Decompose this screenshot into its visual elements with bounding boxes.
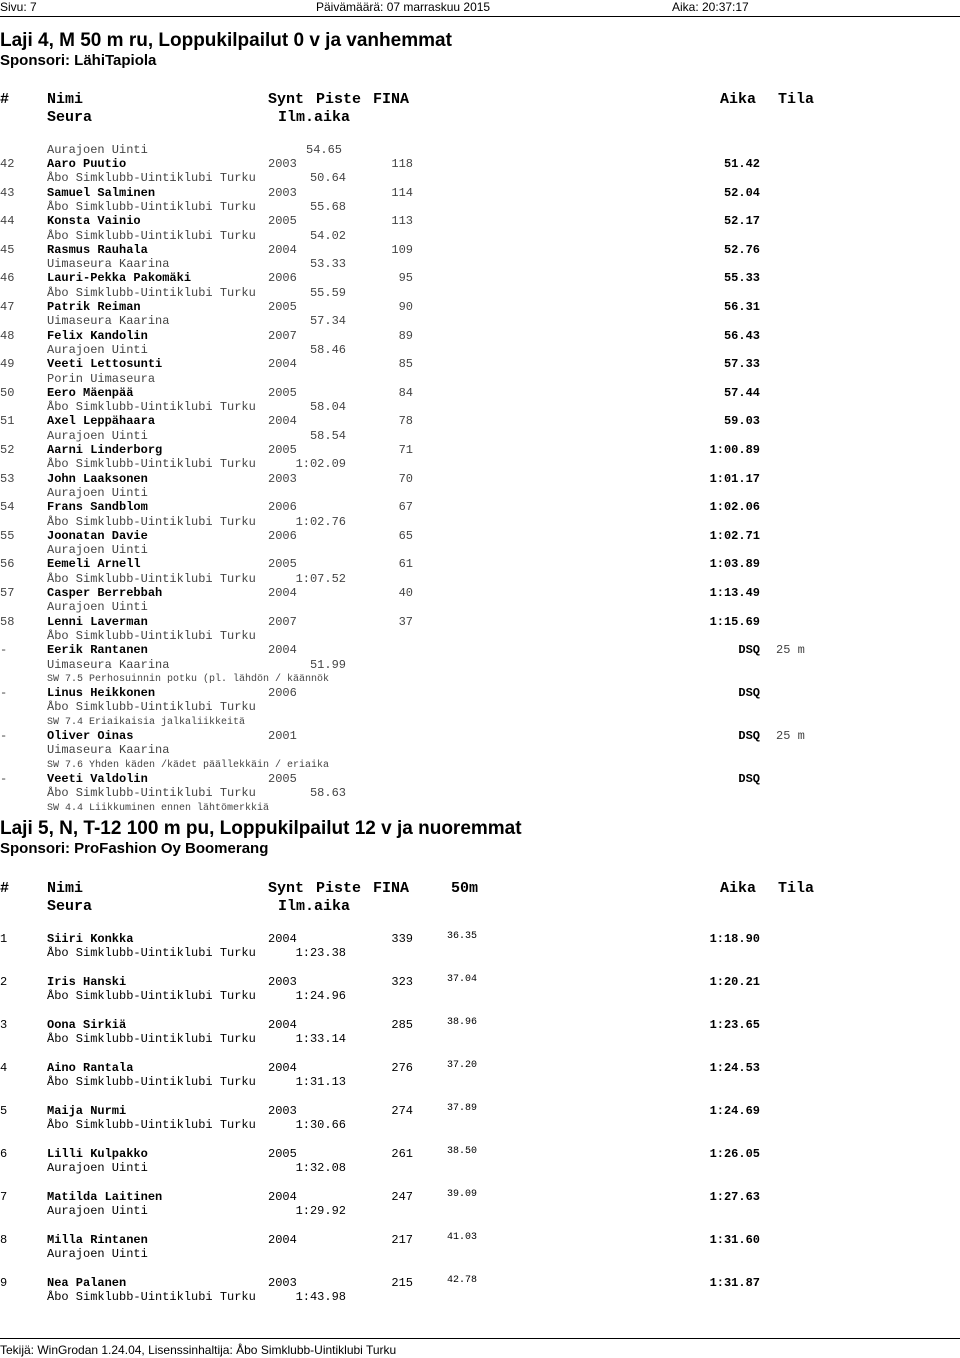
swimmer-name: Lilli Kulpakko — [47, 1147, 148, 1161]
split-50m: 36.35 — [447, 931, 478, 942]
col-piste: Piste — [316, 880, 362, 897]
result-pos: 9 — [0, 1276, 8, 1290]
swimmer-name: Eerik Rantanen — [47, 643, 148, 658]
result-pos: 51 — [0, 414, 15, 429]
fina-points: 65 — [398, 528, 413, 543]
fina-points: 261 — [391, 1147, 413, 1161]
club-name: Åbo Simklubb-Uintiklubi Turku — [47, 228, 256, 243]
entry-time: 50.64 — [309, 171, 346, 186]
birth-year: 2007 — [268, 328, 297, 343]
swimmer-name: Aaro Puutio — [47, 157, 127, 171]
result-time: 55.33 — [723, 271, 760, 286]
club-name: Aurajoen Uinti — [47, 1161, 148, 1176]
birth-year: 2005 — [268, 771, 297, 786]
club-name: Aurajoen Uinti — [47, 428, 148, 443]
club-name: Åbo Simklubb-Uintiklubi Turku — [47, 1290, 256, 1305]
result-time: 56.31 — [723, 300, 760, 314]
fina-points: 274 — [391, 1104, 413, 1118]
col-fina: FINA — [373, 880, 410, 897]
swimmer-name: Eemeli Arnell — [47, 557, 141, 572]
birth-year: 2005 — [268, 443, 297, 457]
result-pos: 47 — [0, 300, 15, 314]
result-time: 1:24.69 — [709, 1104, 760, 1118]
birth-year: 2004 — [268, 1233, 297, 1247]
swimmer-name: Casper Berrebbah — [47, 586, 163, 600]
fina-points: 37 — [398, 614, 413, 629]
split-50m: 37.89 — [447, 1103, 478, 1114]
result-pos: - — [0, 686, 8, 701]
result-pos: 43 — [0, 185, 15, 200]
col-synt: Synt — [268, 880, 305, 897]
col-seura: Seura — [47, 109, 93, 126]
fina-points: 90 — [398, 300, 413, 314]
swimmer-name: Lenni Laverman — [47, 614, 148, 629]
result-time: 52.04 — [723, 185, 760, 200]
result-pos: 52 — [0, 443, 15, 457]
club-name: Åbo Simklubb-Uintiklubi Turku — [47, 514, 256, 529]
split-50m: 39.09 — [447, 1189, 478, 1200]
fina-points: 67 — [398, 500, 413, 515]
result-pos: 50 — [0, 385, 15, 400]
fina-points: 85 — [398, 357, 413, 372]
result-pos: 53 — [0, 471, 15, 486]
birth-year: 2003 — [268, 185, 297, 200]
club-name: Åbo Simklubb-Uintiklubi Turku — [47, 400, 256, 415]
fina-points: 247 — [391, 1190, 413, 1204]
result-time: 52.76 — [723, 242, 760, 257]
result-time: 59.03 — [723, 414, 760, 429]
col-split: 50m — [451, 880, 479, 897]
print-time: Aika: 20:37:17 — [672, 0, 749, 14]
club-name: Åbo Simklubb-Uintiklubi Turku — [47, 285, 256, 300]
result-pos: 54 — [0, 500, 15, 515]
result-pos: 3 — [0, 1018, 8, 1032]
birth-year: 2006 — [268, 686, 297, 701]
birth-year: 2004 — [268, 1061, 297, 1075]
result-time: 1:03.89 — [709, 557, 760, 572]
result-status: 25 m — [776, 643, 805, 658]
birth-year: 2003 — [268, 1276, 297, 1290]
club-name: Åbo Simklubb-Uintiklubi Turku — [47, 1075, 256, 1090]
club-name: Åbo Simklubb-Uintiklubi Turku — [47, 946, 256, 961]
split-50m: 38.50 — [447, 1146, 478, 1157]
entry-time: 58.63 — [309, 786, 346, 801]
fina-points: 95 — [398, 271, 413, 286]
entry-time: 58.04 — [309, 400, 346, 415]
fina-points: 113 — [391, 214, 413, 229]
birth-year: 2005 — [268, 385, 297, 400]
fina-points: 109 — [391, 242, 413, 257]
dsq-reason: SW 4.4 Liikkuminen ennen lähtömerkkiä — [47, 802, 270, 814]
birth-year: 2001 — [268, 729, 297, 743]
swimmer-name: Siiri Konkka — [47, 932, 134, 946]
birth-year: 2003 — [268, 975, 297, 989]
event-title: Laji 4, M 50 m ru, Loppukilpailut 0 v ja vanhemmat — [0, 30, 452, 51]
club-name: Uimaseura Kaarina — [47, 257, 170, 272]
fina-points: 71 — [398, 443, 413, 457]
entry-time: 54.02 — [309, 228, 346, 243]
birth-year: 2005 — [268, 1147, 297, 1161]
swimmer-name: Axel Leppähaara — [47, 414, 156, 429]
entry-time: 53.33 — [309, 257, 346, 272]
result-pos: 49 — [0, 357, 15, 372]
col-piste: Piste — [316, 91, 362, 108]
birth-year: 2003 — [268, 1104, 297, 1118]
fina-points: 217 — [391, 1233, 413, 1247]
swimmer-name: Joonatan Davie — [47, 528, 148, 543]
result-time: 51.42 — [723, 157, 760, 171]
birth-year: 2004 — [268, 414, 297, 429]
footer-rule — [0, 1338, 960, 1339]
entry-time: 1:30.66 — [295, 1118, 346, 1133]
swimmer-name: Aino Rantala — [47, 1061, 134, 1075]
result-time: 1:02.71 — [709, 528, 760, 543]
fina-points: 84 — [398, 385, 413, 400]
swimmer-name: Matilda Laitinen — [47, 1190, 163, 1204]
fina-points: 61 — [398, 557, 413, 572]
birth-year: 2004 — [268, 643, 297, 658]
col-tila: Tila — [778, 91, 815, 108]
result-time: 1:18.90 — [709, 932, 760, 946]
swimmer-name: Lauri-Pekka Pakomäki — [47, 271, 192, 286]
print-date: Päivämäärä: 07 marraskuu 2015 — [316, 0, 491, 14]
club-name: Aurajoen Uinti — [47, 600, 148, 615]
birth-year: 2004 — [268, 586, 297, 600]
club-name: Aurajoen Uinti — [47, 485, 148, 500]
club-name: Åbo Simklubb-Uintiklubi Turku — [47, 786, 256, 801]
club-name: Åbo Simklubb-Uintiklubi Turku — [47, 1032, 256, 1047]
result-time: DSQ — [738, 729, 760, 743]
result-pos: - — [0, 771, 8, 786]
fina-points: 40 — [398, 586, 413, 600]
result-time: 1:24.53 — [709, 1061, 760, 1075]
col-pos: # — [0, 880, 10, 897]
club-name: Åbo Simklubb-Uintiklubi Turku — [47, 199, 256, 214]
result-time: 57.44 — [723, 385, 760, 400]
lead-club: Aurajoen Uinti — [47, 143, 148, 157]
footer-text: Tekijä: WinGrodan 1.24.04, Lisenssinhaltija: Åbo Simklubb-Uintiklubi Turku — [0, 1343, 397, 1357]
result-pos: 2 — [0, 975, 8, 989]
result-time: 1:02.06 — [709, 500, 760, 515]
swimmer-name: Rasmus Rauhala — [47, 242, 148, 257]
entry-time: 1:02.09 — [295, 457, 346, 472]
split-50m: 38.96 — [447, 1017, 478, 1028]
swimmer-name: Felix Kandolin — [47, 328, 148, 343]
result-pos: 46 — [0, 271, 15, 286]
result-pos: 58 — [0, 614, 15, 629]
club-name: Aurajoen Uinti — [47, 342, 148, 357]
club-name: Åbo Simklubb-Uintiklubi Turku — [47, 1118, 256, 1133]
lead-seed: 54.65 — [306, 143, 343, 157]
result-pos: 48 — [0, 328, 15, 343]
birth-year: 2005 — [268, 557, 297, 572]
birth-year: 2003 — [268, 157, 297, 171]
col-aika: Aika — [720, 91, 757, 108]
fina-points: 70 — [398, 471, 413, 486]
fina-points: 276 — [391, 1061, 413, 1075]
birth-year: 2003 — [268, 471, 297, 486]
swimmer-name: Aarni Linderborg — [47, 443, 163, 457]
swimmer-name: Frans Sandblom — [47, 500, 148, 515]
swimmer-name: Nea Palanen — [47, 1276, 127, 1290]
entry-time: 1:07.52 — [295, 571, 346, 586]
club-name: Åbo Simklubb-Uintiklubi Turku — [47, 171, 256, 186]
swimmer-name: Veeti Valdolin — [47, 771, 148, 786]
birth-year: 2004 — [268, 242, 297, 257]
result-time: 52.17 — [723, 214, 760, 229]
fina-points: 118 — [391, 157, 413, 171]
entry-time: 55.68 — [309, 199, 346, 214]
split-50m: 37.20 — [447, 1060, 478, 1071]
fina-points: 89 — [398, 328, 413, 343]
fina-points: 114 — [391, 185, 413, 200]
result-time: 1:15.69 — [709, 614, 760, 629]
swimmer-name: Milla Rintanen — [47, 1233, 148, 1247]
birth-year: 2005 — [268, 214, 297, 229]
result-time: 57.33 — [723, 357, 760, 372]
entry-time: 55.59 — [309, 285, 346, 300]
split-50m: 41.03 — [447, 1232, 478, 1243]
col-ilm: Ilm.aika — [278, 898, 351, 915]
swimmer-name: Linus Heikkonen — [47, 686, 156, 701]
result-pos: 8 — [0, 1233, 8, 1247]
swimmer-name: Konsta Vainio — [47, 214, 141, 229]
result-status: 25 m — [776, 729, 805, 743]
fina-points: 339 — [391, 932, 413, 946]
header-rule — [0, 16, 960, 17]
birth-year: 2006 — [268, 271, 297, 286]
col-pos: # — [0, 91, 10, 108]
result-time: 1:31.60 — [709, 1233, 760, 1247]
swimmer-name: Eero Mäenpää — [47, 385, 134, 400]
club-name: Åbo Simklubb-Uintiklubi Turku — [47, 571, 256, 586]
birth-year: 2004 — [268, 357, 297, 372]
entry-time: 58.54 — [309, 428, 346, 443]
club-name: Aurajoen Uinti — [47, 1204, 148, 1219]
birth-year: 2004 — [268, 932, 297, 946]
swimmer-name: Maija Nurmi — [47, 1104, 127, 1118]
col-name: Nimi — [47, 91, 84, 108]
entry-time: 1:24.96 — [295, 989, 346, 1004]
club-name: Åbo Simklubb-Uintiklubi Turku — [47, 628, 256, 643]
result-time: DSQ — [738, 643, 760, 658]
result-time: 1:31.87 — [709, 1276, 760, 1290]
dsq-reason: SW 7.6 Yhden käden /kädet päällekkäin / eriaika — [47, 759, 330, 771]
split-50m: 42.78 — [447, 1275, 478, 1286]
entry-time: 51.99 — [309, 657, 346, 672]
entry-time: 1:23.38 — [295, 946, 346, 961]
col-seura: Seura — [47, 898, 93, 915]
birth-year: 2004 — [268, 1018, 297, 1032]
col-name: Nimi — [47, 880, 84, 897]
event5-sponsor: Sponsori: ProFashion Oy Boomerang — [0, 840, 269, 857]
swimmer-name: Oliver Oinas — [47, 729, 134, 743]
fina-points: 78 — [398, 414, 413, 429]
entry-time: 1:43.98 — [295, 1290, 346, 1305]
entry-time: 58.46 — [309, 342, 346, 357]
result-pos: 55 — [0, 528, 15, 543]
club-name: Åbo Simklubb-Uintiklubi Turku — [47, 457, 256, 472]
entry-time: 57.34 — [309, 314, 346, 329]
dsq-reason: SW 7.4 Eriaikaisia jalkaliikkeitä — [47, 716, 246, 728]
result-pos: 44 — [0, 214, 15, 229]
event5-title: Laji 5, N, T-12 100 m pu, Loppukilpailut 12 v ja nuoremmat — [0, 818, 522, 839]
page-number: Sivu: 7 — [0, 0, 37, 14]
swimmer-name: Samuel Salminen — [47, 185, 156, 200]
result-pos: - — [0, 729, 8, 743]
club-name: Porin Uimaseura — [47, 371, 156, 386]
fina-points: 285 — [391, 1018, 413, 1032]
result-pos: 5 — [0, 1104, 8, 1118]
col-ilm: Ilm.aika — [278, 109, 351, 126]
club-name: Uimaseura Kaarina — [47, 743, 170, 758]
result-time: 1:23.65 — [709, 1018, 760, 1032]
swimmer-name: Oona Sirkiä — [47, 1018, 127, 1032]
club-name: Uimaseura Kaarina — [47, 314, 170, 329]
col-tila: Tila — [778, 880, 815, 897]
col-fina: FINA — [373, 91, 410, 108]
birth-year: 2006 — [268, 500, 297, 515]
result-pos: 4 — [0, 1061, 8, 1075]
result-pos: 57 — [0, 586, 15, 600]
result-pos: 1 — [0, 932, 8, 946]
entry-time: 1:33.14 — [295, 1032, 346, 1047]
result-pos: 42 — [0, 157, 15, 171]
fina-points: 215 — [391, 1276, 413, 1290]
event-sponsor: Sponsori: LähiTapiola — [0, 52, 157, 69]
result-pos: 6 — [0, 1147, 8, 1161]
birth-year: 2005 — [268, 300, 297, 314]
birth-year: 2007 — [268, 614, 297, 629]
result-pos: - — [0, 643, 8, 658]
entry-time: 1:02.76 — [295, 514, 346, 529]
result-time: DSQ — [738, 771, 760, 786]
result-pos: 45 — [0, 242, 15, 257]
birth-year: 2006 — [268, 528, 297, 543]
fina-points: 323 — [391, 975, 413, 989]
result-time: 1:13.49 — [709, 586, 760, 600]
result-time: DSQ — [738, 686, 760, 701]
result-time: 1:26.05 — [709, 1147, 760, 1161]
result-pos: 7 — [0, 1190, 8, 1204]
club-name: Aurajoen Uinti — [47, 543, 148, 558]
result-time: 1:27.63 — [709, 1190, 760, 1204]
result-time: 1:20.21 — [709, 975, 760, 989]
club-name: Åbo Simklubb-Uintiklubi Turku — [47, 700, 256, 715]
swimmer-name: Veeti Lettosunti — [47, 357, 163, 372]
club-name: Aurajoen Uinti — [47, 1247, 148, 1262]
col-synt: Synt — [268, 91, 305, 108]
birth-year: 2004 — [268, 1190, 297, 1204]
col-aika: Aika — [720, 880, 757, 897]
split-50m: 37.04 — [447, 974, 478, 985]
entry-time: 1:29.92 — [295, 1204, 346, 1219]
swimmer-name: Patrik Reiman — [47, 300, 141, 314]
result-time: 1:00.89 — [709, 443, 760, 457]
club-name: Åbo Simklubb-Uintiklubi Turku — [47, 989, 256, 1004]
club-name: Uimaseura Kaarina — [47, 657, 170, 672]
result-pos: 56 — [0, 557, 15, 572]
swimmer-name: John Laaksonen — [47, 471, 148, 486]
dsq-reason: SW 7.5 Perhosuinnin potku (pl. lähdön / käännök — [47, 673, 330, 685]
result-time: 56.43 — [723, 328, 760, 343]
swimmer-name: Iris Hanski — [47, 975, 127, 989]
entry-time: 1:31.13 — [295, 1075, 346, 1090]
result-time: 1:01.17 — [709, 471, 760, 486]
entry-time: 1:32.08 — [295, 1161, 346, 1176]
